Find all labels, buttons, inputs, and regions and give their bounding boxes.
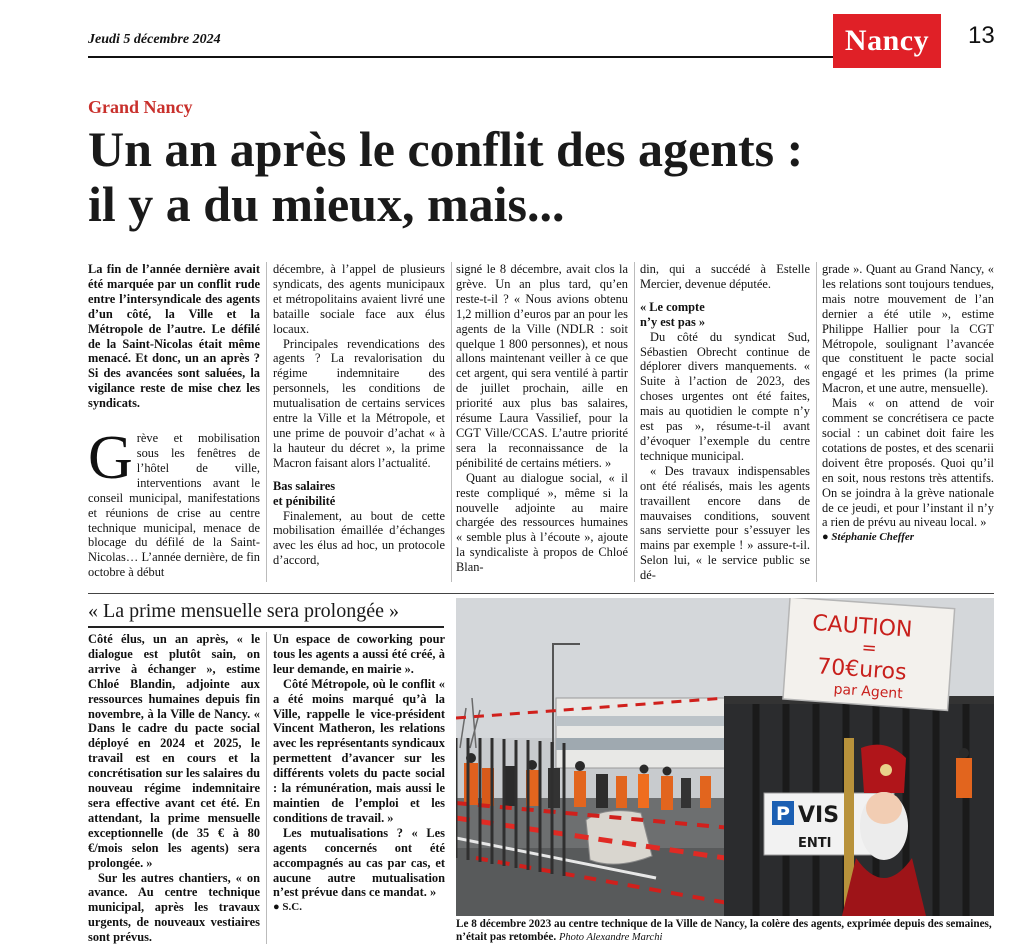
article-column-5: [822, 262, 994, 545]
body-paragraph: Quant au dialogue social, « il reste compliqué », même si la nouvelle adjointe au maire chargée des ressources humaines « semble plus à l’écoute », ajoute la syndicaliste à propos de Chloé Blan-: [456, 470, 628, 575]
sidebar-paragraph: Sur les autres chantiers, « on avance. Au centre technique municipal, après les travaux urgents, de nouveaux vestiaires sont prévus.: [88, 870, 260, 945]
photo-illustration: [456, 598, 994, 916]
sidebar-paragraph: Côté Métropole, où le conflit « a été moins marqué qu’à la Ville, rappelle le vice-président Vincent Matheron, les relations avec les représentants syndicaux permettent d’avancer sur les différents volets du pacte social : la rémunération, mais aussi le maintien de l’emploi et les conditions de travail. »: [273, 676, 445, 825]
body-paragraph: Finalement, au bout de cette mobilisation émaillée d’échanges avec les élus ad hoc, un protocole d’accord,: [273, 508, 445, 568]
article-column-1: [88, 262, 260, 580]
headline-line-1: Un an après le conflit des agents :: [88, 121, 804, 177]
caution-sign-amount: 70€uros: [816, 654, 908, 686]
column-divider: [451, 262, 452, 582]
sidebar-paragraph: Un espace de coworking pour tous les agents a aussi été créé, à leur demande, en mairie ».: [273, 632, 445, 676]
caution-sign-title: CAUTION: [811, 610, 914, 643]
article-signature: ● Stéphanie Cheffer: [822, 531, 915, 544]
article-column-3: [456, 262, 628, 575]
parking-sign-text-2: ENTI: [798, 836, 832, 851]
body-paragraph: grade ». Quant au Grand Nancy, « les relations sont toujours tendues, mais notre mouvement de l’an dernier a été utile », estime Philippe Hallier pour la CGT Métropole, soulignant l’avancée que constituent le pacte social engagé et les primes (la prime Macron, et une autre, mensuelle).: [822, 262, 994, 396]
lead-text: La fin de l’année dernière avait été marquée par un conflit rude entre l’intersyndicale des agents d’un côté, la Ville et la Métropole de l’autre. Le défilé de la Saint-Nicolas était même menacé. Et donc, un an après ? Si des avancées sont saluées, la vigilance reste de mise chez les syndicats.: [88, 262, 260, 411]
caution-sign-equals: =: [860, 637, 878, 660]
section-divider: [88, 593, 994, 594]
drop-cap: G: [88, 424, 133, 493]
parking-sign-text: VIS: [798, 803, 840, 828]
body-paragraph: Du côté du syndicat Sud, Sébastien Obrecht continue de déplorer divers manquements. « Suite à l’action de 2023, des choses urgentes ont été faites, mais au quotidien le compte n’y est pas », résume-t-il avant d’évoquer l’exemple du centre technique municipal.: [640, 329, 810, 463]
parking-sign-letter: P: [776, 803, 790, 825]
sidebar-title: « La prime mensuelle sera prolongée »: [88, 600, 399, 622]
subheading-compte: « Le compte n’y est pas »: [640, 299, 706, 329]
article-kicker: Grand Nancy: [88, 97, 193, 117]
column-divider: [266, 262, 267, 582]
body-paragraph: décembre, à l’appel de plusieurs syndicats, des agents municipaux et métropolitains avaient livré une bataille sociale face aux élus locaux.: [273, 262, 445, 336]
sidebar-paragraph: Côté élus, un an après, « le dialogue est plutôt sain, on arrive à échanger », estime Chloé Blandin, adjointe aux ressources humaines depuis fin novembre, à la Ville de Nancy. « Dans le cadre du pacte social déployé en 2024 et 2025, le travail est en cours et la concrétisation sur les salaires du nouveau régime indemnitaire sera effective avant cet été. En attendant, la prime mensuelle exceptionnelle (de 35 € à 80 €/mois selon les agents) sera prolongée. »: [88, 632, 260, 870]
body-text: rève et mobilisation sous les fenêtres de l’hôtel de ville, interventions avant le conseil municipal, manifestations et réunions de crise au centre technique municipal, menace de blocage du défilé de la Saint-Nicolas… L’année dernière, de fin octobre à début: [88, 431, 260, 580]
article-column-4: [640, 262, 810, 583]
page-number: 13: [968, 22, 995, 49]
sidebar-column-1: [88, 632, 260, 945]
sidebar-paragraph: Les mutualisations ? « Les agents concernés ont été accompagnés au cas par cas, et aucune autre mutualisation n’est prévue dans ce mandat. »: [273, 825, 445, 900]
column-divider: [816, 262, 817, 582]
section-badge: Nancy: [833, 14, 941, 68]
sidebar-column-2: [273, 632, 445, 915]
body-paragraph: din, qui a succédé à Estelle Mercier, devenue députée.: [640, 262, 810, 291]
caption-text: Le 8 décembre 2023 au centre technique de la Ville de Nancy, la colère des agents, exprimée depuis des semaines, n’était pas retombée.: [456, 918, 992, 943]
body-paragraph: Mais « on attend de voir comment se concrétisera ce pacte social : un cabinet doit faire les cotations de postes, et des scenarii doivent être proposés. Quoi qu’il en soit, nous restons très attentifs. On se joindra à la grève nationale de ce jeudi, et pour l’instant il n’y a rien de prévu au niveau local. »: [822, 396, 994, 530]
sidebar-signature: ● S.C.: [273, 901, 302, 914]
article-column-2: [273, 262, 445, 568]
column-divider: [634, 262, 635, 582]
subheading-salaries: Bas salaires et pénibilité: [273, 478, 336, 508]
caution-sign-per-agent: par Agent: [833, 681, 904, 703]
body-paragraph: [88, 424, 260, 580]
article-headline: [88, 122, 968, 232]
photo-credit: Photo Alexandre Marchi: [558, 932, 663, 943]
sidebar-rule: [88, 626, 444, 628]
issue-date: Jeudi 5 décembre 2024: [88, 32, 221, 47]
article-photo: [456, 598, 994, 916]
body-paragraph: « Des travaux indispensables ont été réalisés, mais les agents travaillent encore dans de mauvaises conditions, souvent sans serviette pour s’essuyer les mains par exemple ! » assure-t-il. Selon lui, « le service public se dé-: [640, 463, 810, 583]
header-rule: [88, 56, 834, 58]
article-lead: [88, 262, 260, 411]
headline-line-2: il y a du mieux, mais...: [88, 176, 565, 232]
photo-caption: [456, 918, 996, 944]
body-paragraph: signé le 8 décembre, avait clos la grève. Un an plus tard, qu’en reste-t-il ? « Nous avions obtenu 1,2 million d’euros par an pour les agents de la Ville (NDLR : soit quelque 1 800 personnes), et nous allons maintenant veiller à ce que cet argent, qui sera ventilé à partir de juillet prochain, aille en priorité aux plus bas salaires, résume Laura Vassilief, pour la CGT Ville/CCAS. L’autre priorité sera la reconnaissance de la pénibilité de certains métiers. »: [456, 262, 628, 470]
column-divider: [266, 632, 267, 944]
body-paragraph: Principales revendications des agents ? La revalorisation du régime indemnitaire des personnels, les conditions de mutualisation de certains services entre la Ville et la Métropole, et une prime de pouvoir d’achat « à la hauteur du décret », la prime Macron faisant alors l’actualité.: [273, 336, 445, 470]
masthead: [88, 14, 998, 70]
